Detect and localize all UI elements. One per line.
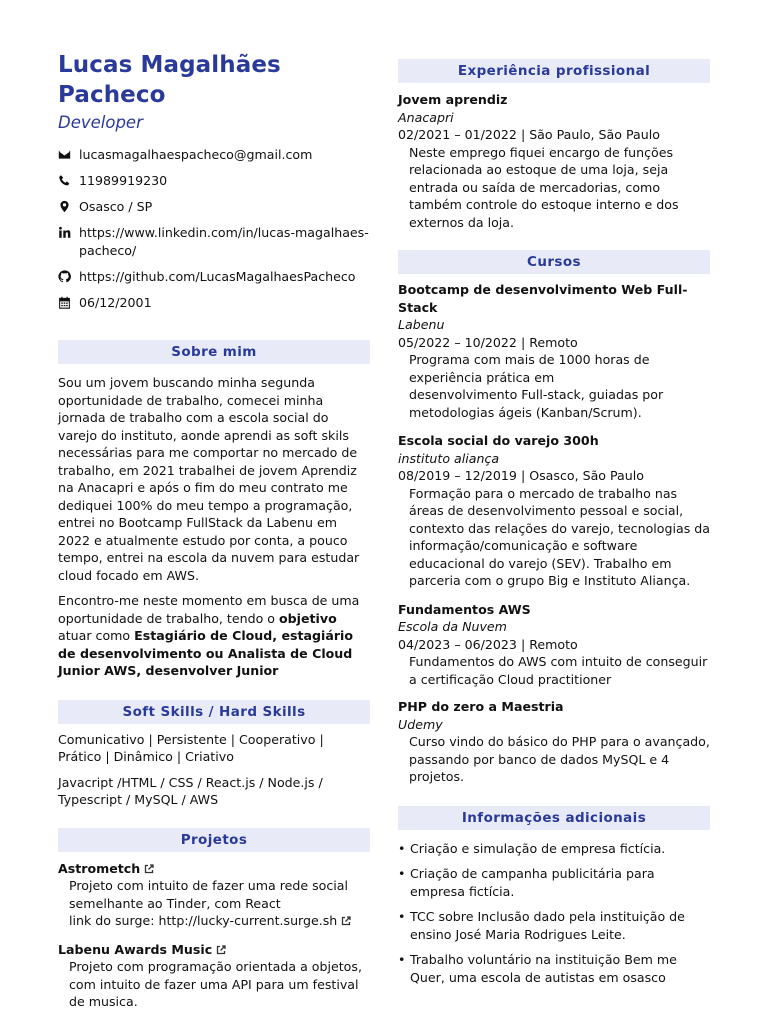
- about-p2-c: atuar como: [58, 628, 135, 643]
- github-icon: [58, 268, 79, 285]
- project-description: Projeto com intuito de fazer uma rede social semelhante ao Tinder, com React: [69, 878, 349, 911]
- course-school: Escola da Nuvem: [398, 619, 507, 634]
- course-meta: 04/2023 – 06/2023 | Remoto: [398, 636, 578, 652]
- list-item-text: Criação e simulação de empresa fictícia.: [410, 840, 666, 856]
- external-link-icon[interactable]: [341, 913, 351, 923]
- contact-github[interactable]: [58, 268, 370, 286]
- section-heading-experience: Experiência profissional: [398, 59, 710, 83]
- envelope-icon: [58, 146, 79, 163]
- location-pin-icon: [58, 198, 79, 215]
- course-description: Programa com mais de 1000 horas de experiência prática em: [409, 352, 650, 385]
- course-school: instituto aliança: [398, 450, 500, 466]
- experience-company: Anacapri: [398, 109, 454, 125]
- contact-linkedin-text: https://www.linkedin.com/in/lucas-magalhaes-pacheco/: [79, 225, 369, 258]
- project-link[interactable]: [58, 912, 370, 930]
- experience-description: Neste emprego fiquei encargo de funções relacionada ao estoque de uma loja, seja entrada ou saída de mercadorias, como também controle do estoque interno e dos externos da loja.: [409, 144, 679, 230]
- project-item: [58, 860, 370, 930]
- project-title-text: Astrometch: [58, 860, 141, 876]
- list-item-text: Criação de campanha publicitária para empresa fictícia.: [410, 866, 655, 899]
- section-heading-additional: Informações adicionais: [398, 806, 710, 830]
- about-paragraph-1: Sou um jovem buscando minha segunda oportunidade de trabalho, comecei minha jornada de trabalho com a escola social do varejo do instituto, aonde aprendi as soft skils necessárias para me comportar no mercado de trabalho, em 2021 trabalhei de jovem Aprendiz na Anacapri e após o fim do meu contrato me dediquei 100% do meu tempo a programação, entrei no Bootcamp FullStack da Labenu em 2022 e atualmente estudo por conta, a pouco tempo, entrei na escola da nuvem para estudar cloud focado em AWS.: [58, 375, 360, 583]
- course-meta: 05/2022 – 10/2022 | Remoto: [398, 334, 578, 350]
- contact-birthdate-text: 06/12/2001: [79, 294, 152, 310]
- soft-skills-text: Comunicativo | Persistente | Cooperativo | Prático | Dinâmico | Criativo: [58, 731, 324, 764]
- project-title[interactable]: [58, 941, 370, 959]
- contact-list: [58, 146, 370, 311]
- contact-location: [58, 198, 370, 216]
- course-title: Bootcamp de desenvolvimento Web Full-Stack: [398, 282, 688, 315]
- list-item: • TCC sobre Inclusão dado pela instituição de ensino José Maria Rodrigues Leite.: [398, 908, 710, 943]
- course-description: Fundamentos do AWS com intuito de conseguir a certificação Cloud practitioner: [409, 654, 708, 687]
- additional-info-list: [398, 840, 710, 987]
- section-heading-courses: Cursos: [398, 250, 710, 274]
- course-description-continued: desenvolvimento Full-stack, guiadas por metodologias ágeis (Kanban/Scrum).: [409, 387, 664, 420]
- contact-email-text: lucasmagalhaespacheco@gmail.com: [79, 147, 313, 162]
- list-item-text: TCC sobre Inclusão dado pela instituição de ensino José Maria Rodrigues Leite.: [410, 909, 685, 942]
- contact-github-text: https://github.com/LucasMagalhaesPacheco: [79, 268, 356, 284]
- external-link-icon[interactable]: [216, 942, 226, 952]
- list-item: • Criação e simulação de empresa fictícia.: [398, 840, 666, 856]
- project-link-text: link do surge: http://lucky-current.surge.sh: [69, 913, 338, 928]
- hard-skills-text: Javacript /HTML / CSS / React.js / Node.js / Typescript / MySQL / AWS: [58, 774, 323, 807]
- contact-linkedin[interactable]: [58, 224, 370, 259]
- contact-phone[interactable]: [58, 172, 370, 190]
- external-link-icon[interactable]: [144, 861, 154, 871]
- course-item: [398, 601, 710, 689]
- experience-title: Jovem aprendiz: [398, 92, 508, 107]
- right-column: [398, 59, 710, 994]
- contact-email[interactable]: [58, 146, 370, 164]
- course-description: Curso vindo do básico do PHP para o avançado, passando por banco de dados MySQL e 4 projetos.: [409, 734, 710, 784]
- calendar-icon: [58, 294, 79, 311]
- experience-item: [398, 91, 710, 231]
- project-title[interactable]: [58, 860, 370, 878]
- experience-meta: 02/2021 – 01/2022 | São Paulo, São Paulo: [398, 127, 660, 142]
- about-paragraph-2: [58, 592, 370, 680]
- course-title: Escola social do varejo 300h: [398, 433, 599, 448]
- project-description: Projeto com programação orientada a objetos, com intuito de fazer uma API para um festival de musica.: [69, 959, 362, 1009]
- contact-birthdate: [58, 294, 370, 312]
- about-p2-objective: objetivo: [279, 610, 337, 626]
- project-title-text: Labenu Awards Music: [58, 941, 213, 957]
- job-role: Developer: [58, 113, 143, 132]
- contact-location-text: Osasco / SP: [79, 199, 153, 214]
- course-item: [398, 281, 710, 421]
- course-meta: 08/2019 – 12/2019 | Osasco, São Paulo: [398, 468, 644, 483]
- course-description: Formação para o mercado de trabalho nas áreas de desenvolvimento pessoal e social, contexto das relações do varejo, tecnologias da informação/comunicação e software educacional do varejo (SEV). Trabalho em parceria com o grupo Big e Instituto Aliança.: [409, 485, 710, 588]
- section-heading-projects: Projetos: [58, 828, 370, 852]
- list-item-text: Trabalho voluntário na instituição Bem me Quer, uma escola de autistas em osasco: [410, 952, 677, 985]
- course-title: Fundamentos AWS: [398, 601, 531, 617]
- about-p2-goal: Estagiário de Cloud, estagiário de desenvolvimento ou Analista de Cloud Junior AWS, desenvolver Junior: [58, 628, 354, 678]
- section-heading-about: Sobre mim: [58, 340, 370, 364]
- linkedin-icon: [58, 224, 79, 241]
- course-school: Labenu: [398, 317, 445, 332]
- list-item: • Trabalho voluntário na instituição Bem me Quer, uma escola de autistas em osasco: [398, 951, 710, 986]
- contact-phone-text: 11989919230: [79, 173, 168, 188]
- section-heading-skills: Soft Skills / Hard Skills: [58, 700, 370, 724]
- course-title: PHP do zero a Maestria: [398, 699, 564, 714]
- course-item: [398, 698, 710, 786]
- course-school: Udemy: [398, 716, 443, 732]
- left-column: [58, 50, 370, 1011]
- list-item: • Criação de campanha publicitária para empresa fictícia.: [398, 865, 710, 900]
- about-p2-a: Encontro-me neste momento em busca de uma oportunidade de trabalho, tendo o: [58, 593, 360, 626]
- person-name: Lucas Magalhães Pacheco: [58, 52, 281, 108]
- course-item: [398, 432, 710, 590]
- phone-icon: [58, 172, 79, 189]
- project-item: [58, 941, 370, 1011]
